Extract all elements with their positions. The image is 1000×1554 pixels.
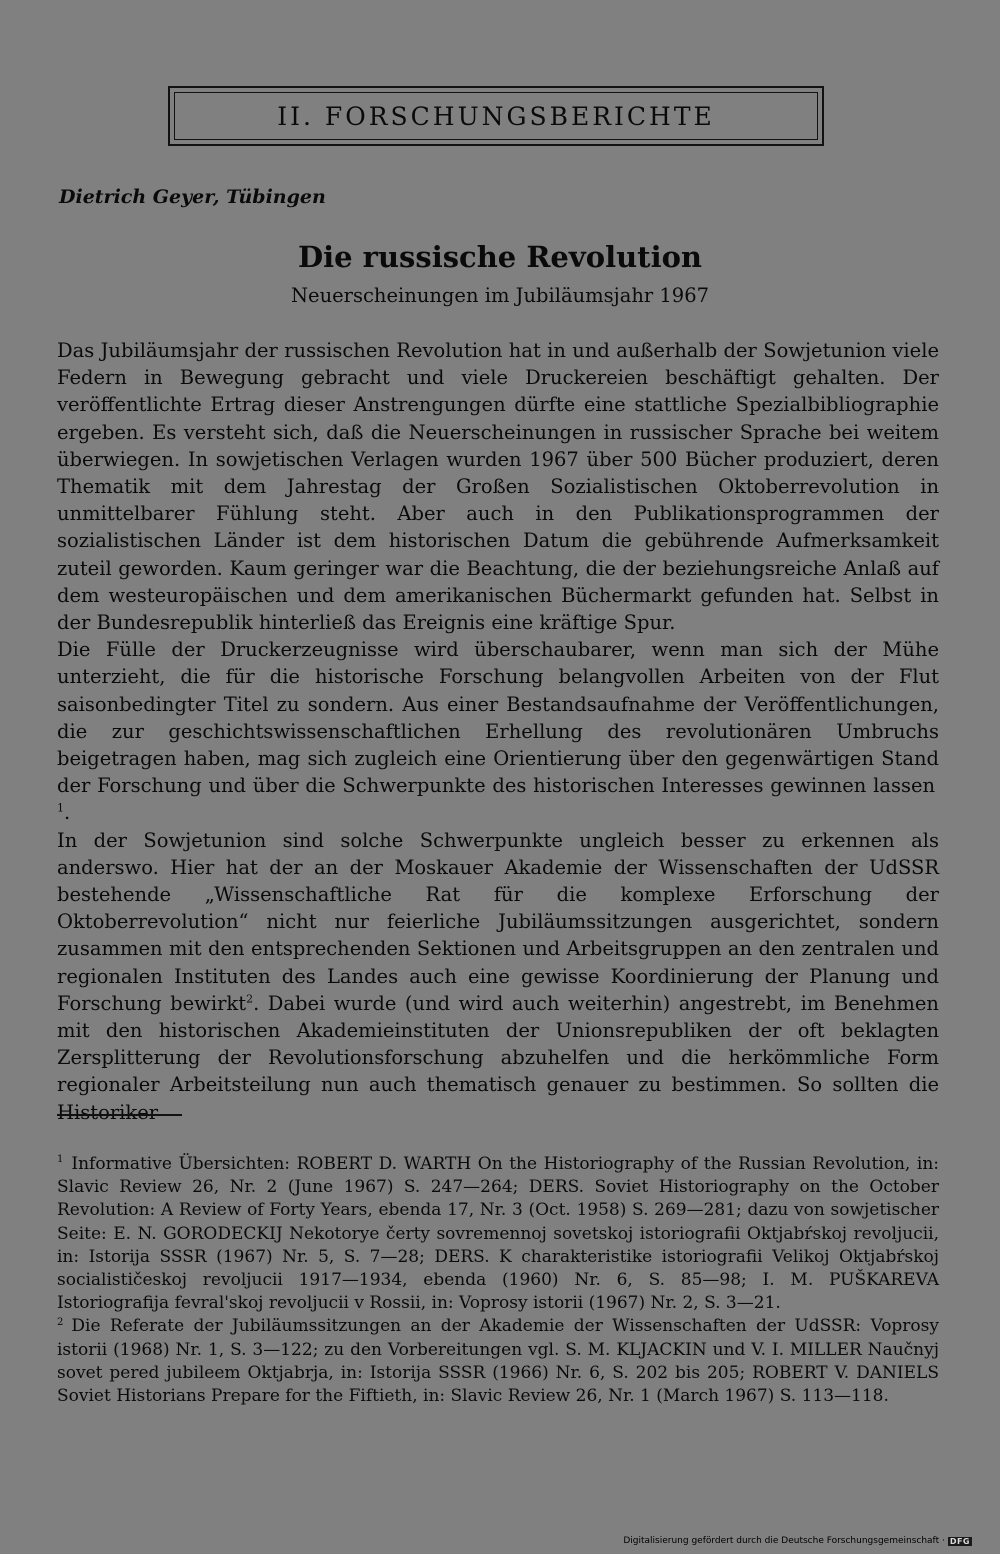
- body-paragraph-2-text: Die Fülle der Druckerzeugnisse wird überschaubarer, wenn man sich der Mühe unterzieht, die für die historische Forschung belangvollen Arbeiten von der Flut saisonbedingter Titel zu sondern. Aus einer Bestandsaufnahme der Veröffentlichungen, die zur geschichtswissenschaftlichen Erhellung des revolutionären Umbruchs beigetragen haben, mag sich zugleich eine Orientierung über den gegenwärtigen Stand der Forschung und über die Schwerpunkte des historischen Interesses gewinnen lassen: [57, 638, 939, 798]
- article-body: [57, 337, 939, 1126]
- footnote-2-text: Die Referate der Jubiläumssitzungen an der Akademie der Wissenschaften der UdSSR: Voprosy istorii (1968) Nr. 1, S. 3—122; zu den Vorbereitungen vgl. S. M. KLJACKIN und V. I. MILLER Naučnyj sovet pered jubileem Oktjabrja, in: Istorija SSSR (1966) Nr. 6, S. 202 bis 205; ROBERT V. DANIELS Soviet Historians Prepare for the Fiftieth, in: Slavic Review 26, Nr. 1 (March 1967) S. 113—118.: [57, 1316, 939, 1407]
- footnotes: [57, 1153, 939, 1408]
- body-paragraph-3: [57, 827, 939, 1126]
- footnote-1-mark: 1: [57, 1154, 64, 1166]
- footnote-divider: [57, 1114, 182, 1116]
- credit-text: Digitalisierung gefördert durch die Deutsche Forschungsgemeinschaft ·: [623, 1536, 945, 1546]
- footnote-2: [57, 1315, 939, 1408]
- footnote-2-mark: 2: [57, 1316, 64, 1328]
- footnote-ref-2[interactable]: 2: [246, 992, 254, 1006]
- digitization-credit: [623, 1536, 972, 1546]
- body-paragraph-3-text: In der Sowjetunion sind solche Schwerpunkte ungleich besser zu erkennen als anderswo. Hier hat der an der Moskauer Akademie der Wissenschaften der UdSSR bestehende „Wissenschaftliche Rat für die komplexe Erforschung der Oktoberrevolution“ nicht nur feierliche Jubiläumssitzungen ausgerichtet, sondern zusammen mit den entsprechenden Sektionen und Arbeitsgruppen an den zentralen und regionalen Instituten des Landes auch eine gewisse Koordinierung der Planung und Forschung bewirkt: [57, 828, 939, 1015]
- article-subtitle: Neuerscheinungen im Jubiläumsjahr 1967: [290, 284, 710, 307]
- footnote-1-text: Informative Übersichten: ROBERT D. WARTH On the Historiography of the Russian Revolution, in: Slavic Review 26, Nr. 2 (June 1967) S. 247—264; DERS. Soviet Historiography on the October Revolution: A Review of Forty Years, ebenda 17, Nr. 3 (Oct. 1958) S. 269—281; dazu von sowjetischer Seite: E. N. GORODECKIJ Nekotorye čerty sovremennoj sovetskoj istoriografii Oktjabŕskoj revoljucii, in: Istorija SSSR (1967) Nr. 5, S. 7—28; DERS. K charakteristike istoriografii Velikoj Oktjabŕskoj socialističeskoj revoljucii 1917—1934, ebenda (1960) Nr. 6, S. 85—98; I. M. PUŠKAREVA Istoriografija fevral'skoj revoljucii v Rossii, in: Voprosy istorii (1967) Nr. 2, S. 3—21.: [57, 1154, 939, 1314]
- dfg-logo: DFG: [949, 1536, 970, 1546]
- body-paragraph-1: Das Jubiläumsjahr der russischen Revolution hat in und außerhalb der Sowjetunion viele Federn in Bewegung gebracht und viele Druckereien beschäftigt gehalten. Der veröffentlichte Ertrag dieser Anstrengungen dürfte eine stattliche Spezialbibliographie ergeben. Es versteht sich, daß die Neuerscheinungen in russischer Sprache bei weitem überwiegen. In sowjetischen Verlagen wurden 1967 über 500 Bücher produziert, deren Thematik mit dem Jahrestag der Großen Sozialistischen Oktoberrevolution in unmittelbarer Fühlung steht. Aber auch in den Publikationsprogrammen der sozialistischen Länder ist dem historischen Datum die gebührende Aufmerksamkeit zuteil geworden. Kaum geringer war die Beachtung, die der beziehungsreiche Anlaß auf dem westeuropäischen und dem amerikanischen Büchermarkt gefunden hat. Selbst in der Bundesrepublik hinterließ das Ereignis eine kräftige Spur.: [57, 339, 939, 635]
- body-paragraph-2-end: .: [64, 801, 71, 825]
- author-line: Dietrich Geyer, Tübingen: [59, 186, 326, 208]
- section-header-box: [168, 86, 824, 146]
- body-paragraph-3-end: . Dabei wurde (und wird auch weiterhin) angestrebt, im Benehmen mit den historischen Akademieinstituten der Unionsrepubliken der oft beklagten Zersplitterung der Revolutionsforschung abzuhelfen und die herkömmliche Form regionaler Arbeitsteilung nun auch thematisch genauer zu bestimmen. So sollten die Historiker: [57, 991, 939, 1124]
- footnote-1: [57, 1153, 939, 1315]
- section-title: II. FORSCHUNGSBERICHTE: [277, 101, 715, 131]
- body-paragraph-2: [57, 636, 939, 826]
- section-header-inner-frame: [174, 92, 818, 140]
- article-title: Die russische Revolution: [297, 240, 703, 274]
- footnote-ref-1[interactable]: 1: [57, 801, 64, 815]
